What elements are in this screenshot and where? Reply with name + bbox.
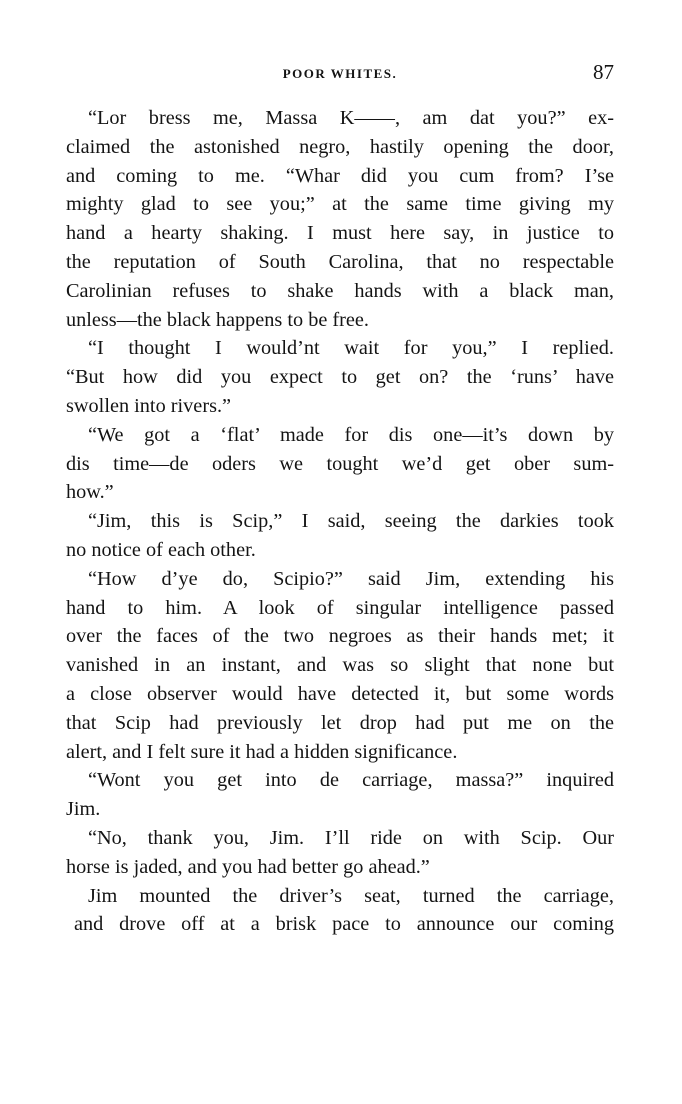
text-line: claimed the astonished negro, hastily opening the door, — [66, 135, 614, 158]
text-line: and coming to me. “Whar did you cum from? I’se — [66, 164, 614, 187]
page-number: 87 — [593, 60, 614, 84]
text-line: “But how did you expect to get on? the ‘runs’ have — [66, 366, 614, 389]
text-line: unless—the black happens to be free. — [66, 308, 369, 331]
text-line: and drove off at a brisk pace to announce our coming — [74, 913, 614, 936]
text-line: mighty glad to see you;” at the same time giving my — [66, 193, 614, 216]
body-text — [66, 104, 614, 939]
text-line: “Wont you get into de carriage, massa?” inquired — [88, 769, 614, 792]
text-line: vanished in an instant, and was so slight that none but — [66, 654, 614, 677]
text-line: “No, thank you, Jim. I’ll ride on with Scip. Our — [88, 826, 614, 849]
text-line: horse is jaded, and you had better go ahead.” — [66, 855, 430, 878]
running-head — [66, 60, 614, 88]
text-line: alert, and I felt sure it had a hidden significance. — [66, 740, 458, 763]
text-line: no notice of each other. — [66, 538, 256, 561]
text-line: “Jim, this is Scip,” I said, seeing the darkies took — [88, 510, 614, 533]
text-line: a close observer would have detected it, but some words — [66, 682, 614, 705]
text-line: swollen into rivers.” — [66, 394, 232, 417]
text-line: dis time—de oders we tought we’d get ober sum- — [66, 452, 614, 475]
text-line: “Lor bress me, Massa K——, am dat you?” ex- — [88, 107, 614, 129]
text-line: “How d’ye do, Scipio?” said Jim, extending his — [88, 567, 614, 590]
text-line: “I thought I would’nt wait for you,” I replied. — [88, 337, 614, 360]
text-line: Jim mounted the driver’s seat, turned the carriage, — [88, 884, 614, 907]
text-line: the reputation of South Carolina, that no respectable — [66, 250, 614, 273]
running-title: POOR WHITES. — [282, 66, 398, 81]
text-line: Carolinian refuses to shake hands with a black man, — [66, 279, 614, 302]
text-line: Jim. — [66, 798, 101, 821]
text-line: hand a hearty shaking. I must here say, in justice to — [66, 222, 614, 245]
text-line: “We got a ‘flat’ made for dis one—it’s down by — [88, 423, 614, 446]
text-line: how.” — [66, 481, 114, 504]
text-line: hand to him. A look of singular intelligence passed — [66, 596, 614, 619]
text-line: that Scip had previously let drop had put me on the — [66, 711, 614, 734]
text-line: over the faces of the two negroes as their hands met; it — [66, 625, 614, 648]
